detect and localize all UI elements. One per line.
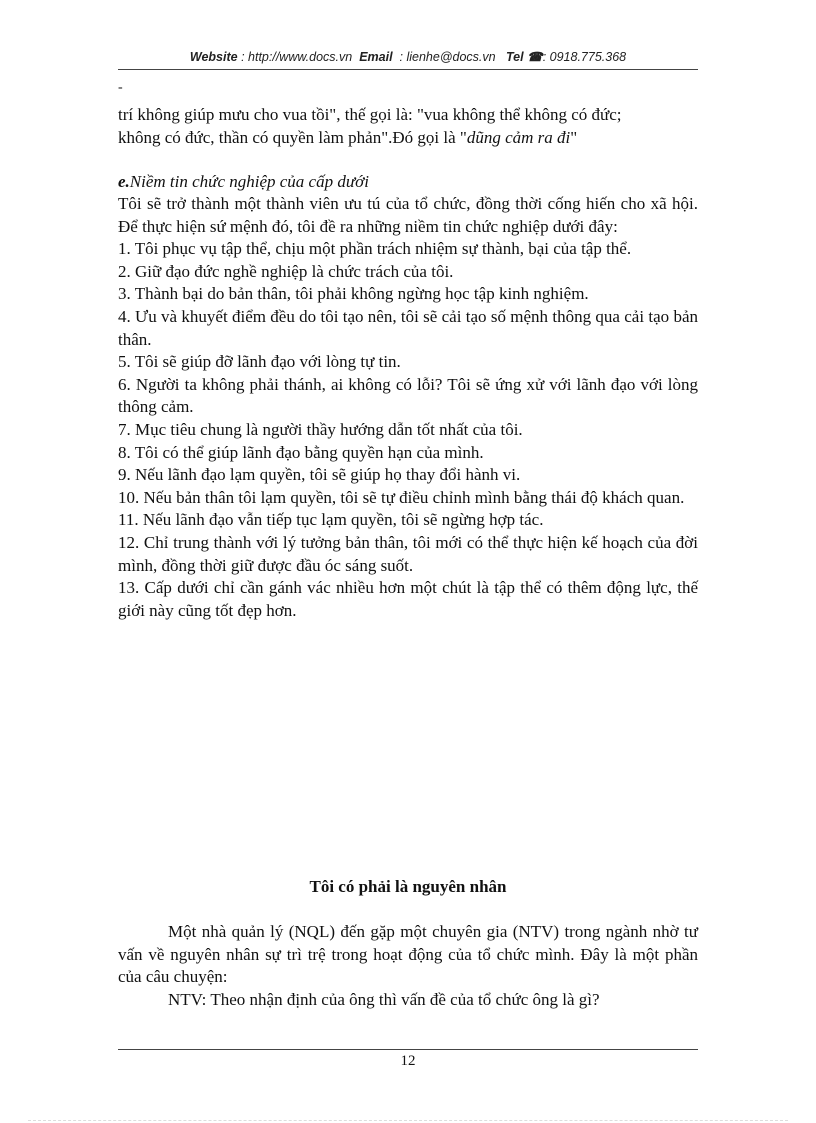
belief-item: 11. Nếu lãnh đạo vẫn tiếp tục lạm quyền, tôi sẽ ngừng hợp tác. bbox=[118, 510, 544, 530]
beliefs-section bbox=[118, 193, 698, 622]
intro-line-2-text: không có đức, thần có quyền làm phản".Đó gọi là " bbox=[118, 127, 467, 147]
tel-number: : 0918.775.368 bbox=[542, 50, 627, 64]
belief-item: 13. Cấp dưới chỉ cần gánh vác nhiều hơn một chút là tập thể có thêm động lực, thế giới này cũng tốt đẹp hơn. bbox=[118, 578, 698, 620]
story-title: Tôi có phải là nguyên nhân bbox=[309, 877, 507, 896]
website-url[interactable]: : http://www.docs.vn bbox=[241, 50, 353, 64]
top-mark: - bbox=[118, 80, 123, 95]
section-heading bbox=[118, 172, 369, 192]
section-intro: Tôi sẽ trở thành một thành viên ưu tú của tổ chức, đồng thời cống hiến cho xã hội. Để thực hiện sứ mệnh đó, tôi đề ra những niềm tin chức nghiệp dưới đây: bbox=[118, 194, 698, 236]
belief-item: 10. Nếu bản thân tôi lạm quyền, tôi sẽ tự điều chỉnh mình bằng thái độ khách quan. bbox=[118, 487, 685, 507]
phone-icon: ☎ bbox=[527, 50, 543, 64]
belief-item: 7. Mục tiêu chung là người thầy hướng dẫn tốt nhất của tôi. bbox=[118, 419, 523, 439]
intro-paragraph bbox=[118, 104, 698, 149]
belief-item: 6. Người ta không phải thánh, ai không có lỗi? Tôi sẽ ứng xử với lãnh đạo với lòng thông cảm. bbox=[118, 374, 698, 417]
belief-item: 4. Ưu và khuyết điểm đều do tôi tạo nên, tôi sẽ cải tạo số mệnh thông qua cải tạo bản thân. bbox=[118, 306, 698, 349]
page-number: 12 bbox=[400, 1053, 416, 1069]
footer-divider bbox=[118, 1049, 698, 1050]
page-header bbox=[118, 49, 698, 64]
belief-item: 12. Chỉ trung thành với lý tưởng bản thân, tôi mới có thể thực hiện kế hoạch của đời mình, đồng thời giữ được đầu óc sáng suốt. bbox=[118, 532, 698, 575]
belief-item: 1. Tôi phục vụ tập thể, chịu một phần trách nhiệm sự thành, bại của tập thể. bbox=[118, 239, 632, 259]
section-title: Niềm tin chức nghiệp của cấp dưới bbox=[129, 172, 369, 191]
belief-item: 3. Thành bại do bản thân, tôi phải không ngừng học tập kinh nghiệm. bbox=[118, 284, 589, 304]
intro-line-2-end: " bbox=[570, 127, 578, 147]
email-label: Email bbox=[359, 50, 393, 64]
belief-item: 2. Giữ đạo đức nghề nghiệp là chức trách của tôi. bbox=[118, 261, 454, 281]
page-edge bbox=[28, 1120, 788, 1121]
intro-line-2 bbox=[118, 127, 698, 150]
story-dialogue: NTV: Theo nhận định của ông thì vấn đề của tổ chức ông là gì? bbox=[168, 989, 600, 1009]
belief-item: 5. Tôi sẽ giúp đỡ lãnh đạo với lòng tự tin. bbox=[118, 352, 401, 372]
email-address[interactable]: : lienhe@docs.vn bbox=[399, 50, 496, 64]
belief-item: 9. Nếu lãnh đạo lạm quyền, tôi sẽ giúp họ thay đổi hành vi. bbox=[118, 465, 521, 485]
header-divider bbox=[118, 69, 698, 70]
tel-label: Tel bbox=[506, 50, 524, 64]
story-paragraph: Một nhà quản lý (NQL) đến gặp một chuyên gia (NTV) trong ngành nhờ tư vấn về nguyên nhân sự trì trệ trong hoạt động của tổ chức mình. Đây là một phần của câu chuyện: bbox=[118, 922, 698, 987]
section-marker: e. bbox=[118, 172, 130, 191]
intro-line-2-emphasis: dũng cảm ra đi bbox=[466, 127, 571, 147]
intro-line-1: trí không giúp mưu cho vua tồi", thế gọi là: "vua không thể không có đức; bbox=[118, 105, 622, 124]
website-label: Website bbox=[189, 50, 238, 64]
story-section bbox=[118, 921, 698, 1011]
belief-item: 8. Tôi có thể giúp lãnh đạo bằng quyền hạn của mình. bbox=[118, 442, 484, 462]
